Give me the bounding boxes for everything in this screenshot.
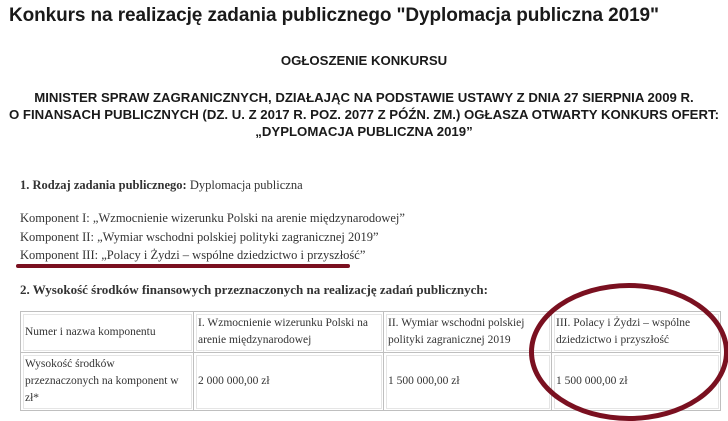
announcement-line-2: O FINANSACH PUBLICZNYCH (DZ. U. Z 2017 R. POZ. 2077 Z PÓŹN. ZM.) OGŁASZA OTWARTY KONKURS OFERT:: [9, 107, 719, 122]
component-1-label: Komponent I:: [20, 211, 90, 225]
table-header-cell: Numer i nazwa komponentu: [21, 312, 194, 353]
funds-table: [20, 311, 721, 411]
component-3-label: Komponent III:: [20, 248, 99, 262]
announcement-line-1: MINISTER SPRAW ZAGRANICZNYCH, DZIAŁAJĄC NA PODSTAWIE USTAWY Z DNIA 27 SIERPNIA 2009 R.: [34, 90, 694, 105]
table-header-cell: I. Wzmocnienie wizerunku Polski na arenie międzynarodowej: [194, 312, 384, 353]
section1-value: Dyplomacja publiczna: [189, 178, 303, 192]
component-2: [20, 230, 379, 245]
component-3: [20, 248, 365, 263]
section2-heading: 2. Wysokość środków finansowych przeznaczonych na realizację zadań publicznych:: [20, 282, 488, 297]
section1-task-type: [20, 178, 303, 193]
table-cell: 1 500 000,00 zł: [552, 353, 721, 411]
component-3-text: „Polacy i Żydzi – wspólne dziedzictwo i przyszłość”: [101, 248, 366, 262]
table-cell: Wysokość środków przeznaczonych na komponent w zł*: [21, 353, 194, 411]
table-cell: 1 500 000,00 zł: [384, 353, 552, 411]
component-1-text: „Wzmocnienie wizerunku Polski na arenie międzynarodowej”: [92, 211, 405, 225]
announcement-line-3: „DYPLOMACJA PUBLICZNA 2019”: [255, 124, 473, 139]
table-header-cell: III. Polacy i Żydzi – wspólne dziedzictwo i przyszłość: [552, 312, 721, 353]
table-header-row: [21, 312, 721, 353]
component-2-text: „Wymiar wschodni polskiej polityki zagranicznej 2019”: [97, 230, 379, 244]
table-header-cell: II. Wymiar wschodni polskiej polityki zagranicznej 2019: [384, 312, 552, 353]
component-1: [20, 211, 405, 226]
component-2-label: Komponent II:: [20, 230, 94, 244]
table-cell: 2 000 000,00 zł: [194, 353, 384, 411]
announcement-heading: OGŁOSZENIE KONKURSU: [280, 53, 448, 68]
section1-label: 1. Rodzaj zadania publicznego:: [20, 178, 187, 192]
highlight-underline: [16, 264, 350, 268]
page-title: Konkurs na realizację zadania publicznego "Dyplomacja publiczna 2019": [9, 5, 659, 26]
table-row: [21, 353, 721, 411]
